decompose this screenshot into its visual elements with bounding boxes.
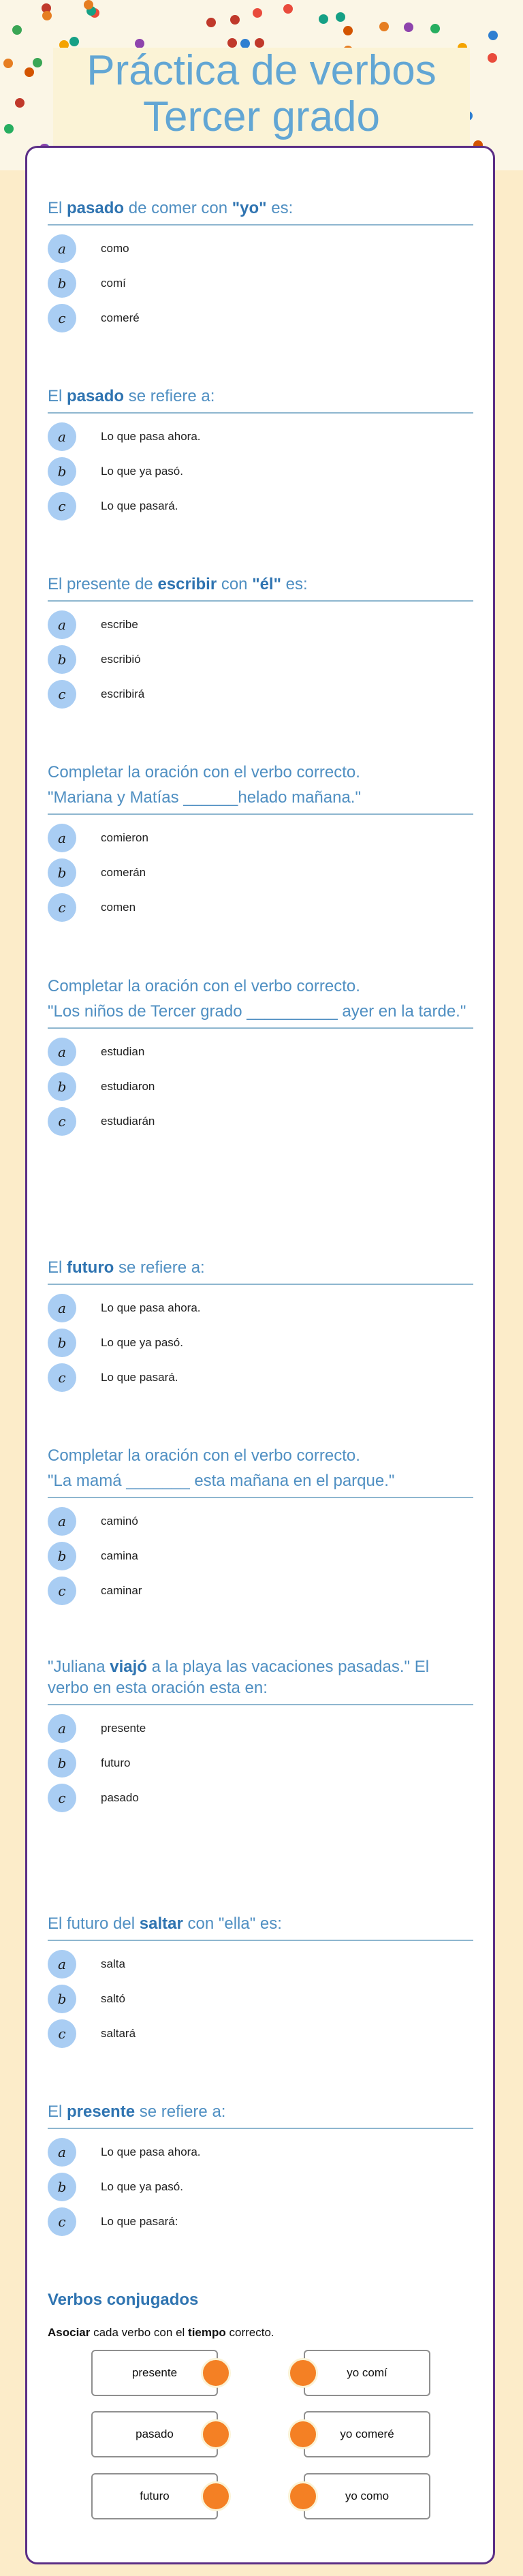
letter-badge-a: a <box>48 422 76 451</box>
match-left-futuro[interactable]: futuro <box>91 2473 218 2519</box>
match-handle-right[interactable] <box>288 2419 318 2449</box>
letter-badge-a: a <box>48 1950 76 1978</box>
letter-badge-a: a <box>48 2138 76 2167</box>
option-b[interactable] <box>48 859 473 886</box>
match-left-presente[interactable]: presente <box>91 2350 218 2396</box>
option-label: caminar <box>101 1584 142 1597</box>
letter-badge-c: c <box>48 304 76 332</box>
question-text: El futuro se refiere a: <box>48 1257 473 1285</box>
option-label: Lo que pasa ahora. <box>101 2145 201 2158</box>
option-a[interactable] <box>48 1038 473 1066</box>
option-label: Lo que pasará. <box>101 499 178 512</box>
header-banner <box>0 0 523 170</box>
question-8 <box>48 1656 473 1819</box>
option-label: pasado <box>101 1791 139 1804</box>
letter-badge-c: c <box>48 1577 76 1605</box>
letter-badge-b: b <box>48 1985 76 2013</box>
option-b[interactable] <box>48 1073 473 1100</box>
option-c[interactable] <box>48 493 473 520</box>
question-text: "Juliana viajó a la playa las vacaciones pasadas." El verbo en esta oración esta en: <box>48 1656 473 1705</box>
match-handle-right[interactable] <box>288 2358 318 2388</box>
letter-badge-a: a <box>48 1038 76 1066</box>
question-5 <box>48 976 473 1143</box>
option-b[interactable] <box>48 646 473 673</box>
letter-badge-b: b <box>48 1072 76 1101</box>
question-text: El presente de escribir con "él" es: <box>48 574 473 602</box>
option-b[interactable] <box>48 270 473 297</box>
confetti-dot <box>230 15 240 25</box>
option-label: escribe <box>101 618 138 631</box>
question-text: Completar la oración con el verbo correcto. "La mamá _______ esta mañana en el parque." <box>48 1445 473 1498</box>
option-a[interactable] <box>48 2139 473 2166</box>
letter-badge-c: c <box>48 1363 76 1392</box>
match-left-pasado[interactable]: pasado <box>91 2411 218 2457</box>
option-label: presente <box>101 1722 146 1735</box>
letter-badge-c: c <box>48 2207 76 2236</box>
option-c[interactable] <box>48 1108 473 1135</box>
option-b[interactable] <box>48 1750 473 1777</box>
letter-badge-b: b <box>48 457 76 486</box>
option-b[interactable] <box>48 458 473 485</box>
confetti-dot <box>69 37 79 46</box>
confetti-dot <box>255 38 264 48</box>
option-label: estudiaron <box>101 1080 155 1093</box>
confetti-dot <box>227 38 237 48</box>
match-handle-left[interactable] <box>201 2481 231 2511</box>
option-label: escribió <box>101 653 141 666</box>
question-10 <box>48 2101 473 2243</box>
page-title-line2: Tercer grado <box>142 93 381 140</box>
confetti-dot <box>488 53 497 63</box>
confetti-dot <box>42 11 52 20</box>
confetti-dot <box>206 18 216 27</box>
question-text: El presente se refiere a: <box>48 2101 473 2129</box>
option-label: salta <box>101 1957 125 1970</box>
letter-badge-a: a <box>48 234 76 263</box>
option-label: comí <box>101 277 126 290</box>
option-c[interactable] <box>48 894 473 921</box>
letter-badge-c: c <box>48 1107 76 1136</box>
letter-badge-b: b <box>48 1542 76 1570</box>
question-1 <box>48 198 473 339</box>
match-right-yo-como[interactable]: yo como <box>304 2473 430 2519</box>
option-label: saltó <box>101 1992 125 2005</box>
option-label: como <box>101 242 129 255</box>
option-label: futuro <box>101 1756 131 1769</box>
confetti-dot <box>84 0 93 10</box>
letter-badge-a: a <box>48 1714 76 1743</box>
option-label: comen <box>101 901 136 914</box>
letter-badge-a: a <box>48 1507 76 1536</box>
question-text: El futuro del saltar con "ella" es: <box>48 1913 473 1941</box>
confetti-dot <box>15 98 25 108</box>
question-7 <box>48 1445 473 1612</box>
option-label: escribirá <box>101 687 145 700</box>
option-label: Lo que pasará. <box>101 1371 178 1384</box>
option-c[interactable] <box>48 681 473 708</box>
letter-badge-b: b <box>48 858 76 887</box>
letter-badge-b: b <box>48 2173 76 2201</box>
confetti-dot <box>4 124 14 134</box>
option-a[interactable] <box>48 824 473 852</box>
option-a[interactable] <box>48 235 473 262</box>
confetti-dot <box>283 4 293 14</box>
letter-badge-a: a <box>48 1294 76 1322</box>
question-text: Completar la oración con el verbo correcto. "Los niños de Tercer grado __________ ayer en la tarde." <box>48 976 473 1029</box>
option-a[interactable] <box>48 1951 473 1978</box>
option-a[interactable] <box>48 611 473 638</box>
page-title-line1: Práctica de verbos <box>86 47 437 94</box>
letter-badge-c: c <box>48 893 76 922</box>
option-b[interactable] <box>48 1985 473 2013</box>
question-9 <box>48 1913 473 2055</box>
option-label: saltará <box>101 2027 136 2040</box>
option-a[interactable] <box>48 423 473 450</box>
letter-badge-b: b <box>48 645 76 674</box>
letter-badge-b: b <box>48 269 76 298</box>
letter-badge-b: b <box>48 1749 76 1778</box>
confetti-dot <box>319 14 328 24</box>
confetti-dot <box>253 8 262 18</box>
option-label: camina <box>101 1549 138 1562</box>
option-label: Lo que pasará: <box>101 2215 178 2228</box>
letter-badge-a: a <box>48 610 76 639</box>
option-label: estudian <box>101 1045 145 1058</box>
option-label: Lo que ya pasó. <box>101 465 183 478</box>
question-text: El pasado de comer con "yo" es: <box>48 198 473 226</box>
match-right-yo-comi[interactable]: yo comí <box>304 2350 430 2396</box>
confetti-dot <box>25 67 34 77</box>
option-label: caminó <box>101 1515 138 1527</box>
confetti-dot <box>12 25 22 35</box>
question-4 <box>48 762 473 929</box>
option-label: comieron <box>101 831 148 844</box>
letter-badge-c: c <box>48 492 76 521</box>
confetti-dot <box>404 22 413 32</box>
confetti-dot <box>379 22 389 31</box>
option-c[interactable] <box>48 305 473 332</box>
confetti-dot <box>488 31 498 40</box>
confetti-dot <box>336 12 345 22</box>
option-label: Lo que ya pasó. <box>101 2180 183 2193</box>
match-handle-left[interactable] <box>201 2419 231 2449</box>
option-label: comerán <box>101 866 146 879</box>
option-label: Lo que pasa ahora. <box>101 430 201 443</box>
matching-instructions: Asociar cada verbo con el tiempo correcto. <box>48 2326 274 2339</box>
option-c[interactable] <box>48 1784 473 1812</box>
letter-badge-c: c <box>48 680 76 709</box>
confetti-dot <box>33 58 42 67</box>
confetti-dot <box>343 26 353 35</box>
option-label: estudiarán <box>101 1115 155 1128</box>
option-a[interactable] <box>48 1294 473 1322</box>
match-handle-left[interactable] <box>201 2358 231 2388</box>
question-2 <box>48 386 473 527</box>
option-b[interactable] <box>48 1542 473 1570</box>
option-a[interactable] <box>48 1508 473 1535</box>
option-c[interactable] <box>48 2208 473 2235</box>
option-label: Lo que pasa ahora. <box>101 1301 201 1314</box>
letter-badge-b: b <box>48 1329 76 1357</box>
option-c[interactable] <box>48 1577 473 1604</box>
title-box <box>53 48 470 150</box>
letter-badge-a: a <box>48 824 76 852</box>
letter-badge-c: c <box>48 1784 76 1812</box>
option-b[interactable] <box>48 2173 473 2201</box>
match-handle-right[interactable] <box>288 2481 318 2511</box>
confetti-dot <box>3 59 13 68</box>
option-a[interactable] <box>48 1715 473 1742</box>
option-b[interactable] <box>48 1329 473 1356</box>
option-label: comeré <box>101 311 140 324</box>
letter-badge-c: c <box>48 2019 76 2048</box>
confetti-dot <box>430 24 440 33</box>
question-text: El pasado se refiere a: <box>48 386 473 414</box>
match-right-yo-comere[interactable]: yo comeré <box>304 2411 430 2457</box>
question-3 <box>48 574 473 715</box>
matching-title: Verbos conjugados <box>48 2291 199 2309</box>
question-6 <box>48 1257 473 1399</box>
matching-section <box>48 2291 473 2340</box>
option-c[interactable] <box>48 2020 473 2047</box>
option-label: Lo que ya pasó. <box>101 1336 183 1349</box>
option-c[interactable] <box>48 1364 473 1391</box>
question-text: Completar la oración con el verbo correcto. "Mariana y Matías ______helado mañana." <box>48 762 473 815</box>
